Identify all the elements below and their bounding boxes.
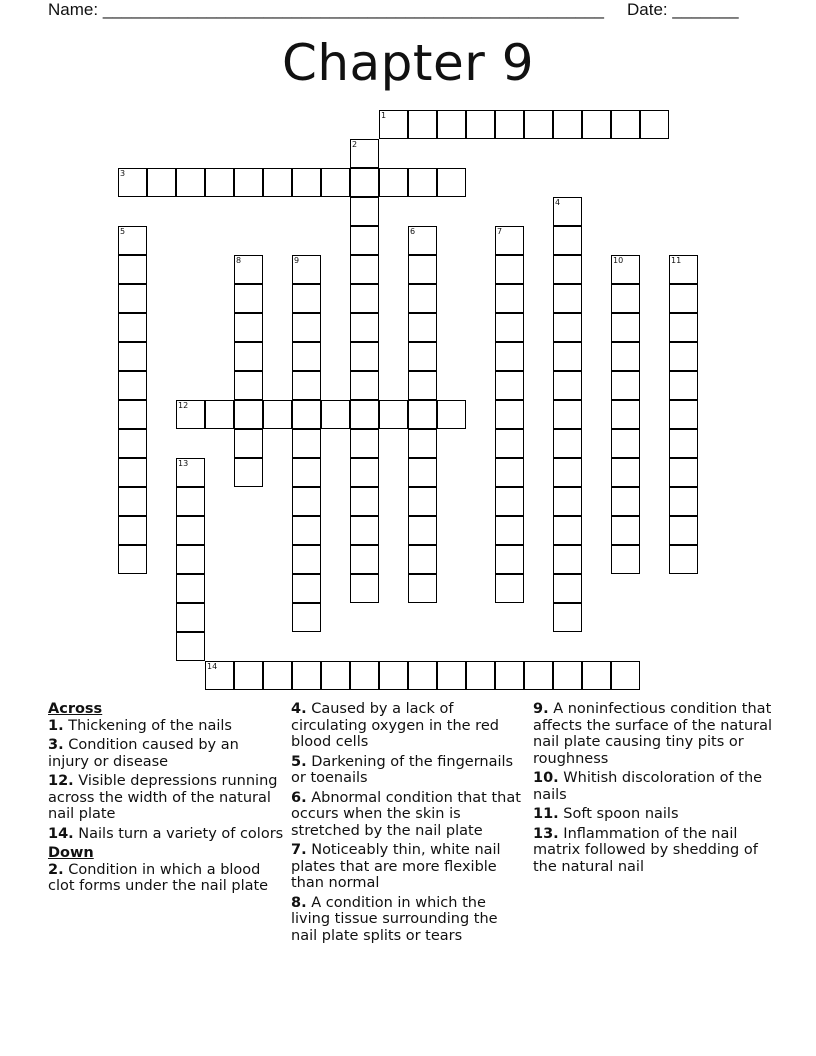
grid-cell[interactable] — [263, 661, 292, 690]
grid-cell[interactable] — [669, 545, 698, 574]
grid-cell[interactable] — [495, 371, 524, 400]
grid-cell[interactable] — [321, 400, 350, 429]
clue-number-10: 10 — [613, 256, 624, 265]
clue-down-6: 6. Abnormal condition that that occurs when the skin is stretched by the nail plate — [291, 789, 521, 839]
grid-cell[interactable] — [553, 371, 582, 400]
grid-cell[interactable] — [611, 110, 640, 139]
clue-number-7: 7 — [497, 227, 503, 236]
clue-number-5: 5 — [120, 227, 126, 236]
grid-cell[interactable] — [234, 168, 263, 197]
grid-cell[interactable] — [118, 545, 147, 574]
grid-cell[interactable] — [350, 661, 379, 690]
grid-cell[interactable] — [553, 545, 582, 574]
grid-cell[interactable] — [495, 516, 524, 545]
grid-cell[interactable] — [292, 371, 321, 400]
grid-cell[interactable] — [176, 516, 205, 545]
down-heading: Down — [48, 845, 94, 861]
grid-cell[interactable] — [495, 545, 524, 574]
grid-cell[interactable] — [350, 516, 379, 545]
grid-cell[interactable] — [205, 400, 234, 429]
grid-cell[interactable] — [553, 603, 582, 632]
grid-cell[interactable] — [669, 516, 698, 545]
grid-cell[interactable] — [669, 371, 698, 400]
grid-cell[interactable] — [292, 603, 321, 632]
grid-cell[interactable] — [495, 487, 524, 516]
page-title: Chapter 9 — [281, 34, 535, 92]
grid-cell[interactable] — [495, 255, 524, 284]
grid-cell[interactable] — [495, 458, 524, 487]
clue-number-12: 12 — [178, 401, 189, 410]
grid-cell[interactable] — [292, 429, 321, 458]
grid-cell[interactable] — [495, 661, 524, 690]
grid-cell[interactable] — [350, 226, 379, 255]
grid-cell[interactable] — [495, 284, 524, 313]
grid-cell[interactable] — [669, 458, 698, 487]
grid-cell[interactable] — [292, 487, 321, 516]
grid-cell[interactable] — [669, 487, 698, 516]
grid-cell[interactable] — [118, 516, 147, 545]
across-heading: Across — [48, 701, 103, 717]
grid-cell[interactable] — [321, 168, 350, 197]
grid-cell[interactable] — [553, 255, 582, 284]
grid-cell[interactable] — [611, 342, 640, 371]
grid-cell[interactable] — [466, 661, 495, 690]
grid-cell[interactable] — [176, 632, 205, 661]
grid-cell[interactable] — [408, 313, 437, 342]
grid-cell[interactable] — [437, 168, 466, 197]
grid-cell[interactable] — [553, 429, 582, 458]
grid-cell[interactable] — [234, 661, 263, 690]
clue-number-1: 1 — [381, 111, 387, 120]
clue-number-6: 6 — [410, 227, 416, 236]
grid-cell[interactable] — [350, 400, 379, 429]
grid-cell[interactable] — [379, 400, 408, 429]
grid-cell[interactable] — [611, 458, 640, 487]
grid-cell[interactable] — [553, 226, 582, 255]
grid-cell[interactable] — [553, 284, 582, 313]
grid-cell[interactable] — [118, 429, 147, 458]
grid-cell[interactable] — [669, 429, 698, 458]
name-blank[interactable]: _____________________________________________________ — [102, 0, 604, 19]
grid-cell[interactable] — [292, 661, 321, 690]
grid-cell[interactable] — [611, 371, 640, 400]
name-label: Name: — [48, 0, 99, 19]
grid-cell[interactable] — [495, 342, 524, 371]
grid-cell[interactable] — [292, 574, 321, 603]
grid-cell[interactable] — [350, 255, 379, 284]
grid-cell[interactable] — [350, 197, 379, 226]
date-blank[interactable]: _______ — [672, 0, 739, 19]
grid-cell[interactable] — [553, 400, 582, 429]
grid-cell[interactable] — [640, 110, 669, 139]
grid-cell[interactable] — [611, 545, 640, 574]
grid-cell[interactable] — [118, 255, 147, 284]
grid-cell[interactable] — [379, 661, 408, 690]
clue-down-7: 7. Noticeably thin, white nail plates that are more flexible than normal — [291, 842, 501, 891]
grid-cell[interactable] — [582, 110, 611, 139]
clue-number-4: 4 — [555, 198, 561, 207]
clue-across-12: 12. Visible depressions running across the width of the natural nail plate — [48, 773, 278, 822]
grid-cell[interactable] — [495, 400, 524, 429]
grid-cell[interactable] — [408, 661, 437, 690]
grid-cell[interactable] — [408, 284, 437, 313]
clue-down-10: 10. Whitish discoloration of the nails — [533, 770, 763, 803]
grid-cell[interactable] — [408, 545, 437, 574]
grid-cell[interactable] — [611, 313, 640, 342]
grid-cell[interactable] — [292, 458, 321, 487]
grid-cell[interactable] — [118, 371, 147, 400]
grid-cell[interactable] — [553, 516, 582, 545]
grid-cell[interactable] — [234, 458, 263, 487]
grid-cell[interactable] — [292, 516, 321, 545]
grid-cell[interactable] — [292, 545, 321, 574]
clue-across-14: 14. Nails turn a variety of colors — [48, 825, 284, 842]
grid-cell[interactable] — [524, 110, 553, 139]
grid-cell[interactable] — [495, 110, 524, 139]
grid-cell[interactable] — [350, 342, 379, 371]
clues-column-3 — [533, 701, 773, 878]
grid-cell[interactable] — [176, 545, 205, 574]
grid-cell[interactable] — [176, 168, 205, 197]
grid-cell[interactable] — [408, 458, 437, 487]
grid-cell[interactable] — [553, 342, 582, 371]
grid-cell[interactable] — [118, 342, 147, 371]
grid-cell[interactable] — [553, 487, 582, 516]
clue-down-5: 5. Darkening of the fingernails or toenails — [291, 753, 514, 786]
grid-cell[interactable] — [553, 574, 582, 603]
grid-cell[interactable] — [611, 487, 640, 516]
grid-cell[interactable] — [205, 168, 234, 197]
grid-cell[interactable] — [408, 110, 437, 139]
grid-cell[interactable] — [176, 574, 205, 603]
clue-down-2: 2. Condition in which a blood clot forms under the nail plate — [48, 861, 269, 894]
grid-cell[interactable] — [669, 400, 698, 429]
grid-cell[interactable] — [176, 603, 205, 632]
grid-cell[interactable] — [611, 661, 640, 690]
grid-cell[interactable] — [669, 313, 698, 342]
grid-cell[interactable] — [408, 168, 437, 197]
grid-cell[interactable] — [495, 429, 524, 458]
clue-number-14: 14 — [207, 662, 218, 671]
grid-cell[interactable] — [263, 400, 292, 429]
grid-cell[interactable] — [408, 371, 437, 400]
grid-cell[interactable] — [669, 342, 698, 371]
grid-cell[interactable] — [292, 313, 321, 342]
clue-number-11: 11 — [671, 256, 682, 265]
grid-cell[interactable] — [176, 487, 205, 516]
grid-cell[interactable] — [408, 574, 437, 603]
clue-down-9: 9. A noninfectious condition that affects the surface of the natural nail plate causing tiny pits or roughness — [533, 701, 773, 767]
clue-down-8: 8. A condition in which the living tissue surrounding the nail plate splits or tears — [291, 894, 498, 944]
grid-cell[interactable] — [408, 487, 437, 516]
grid-cell[interactable] — [611, 400, 640, 429]
grid-cell[interactable] — [350, 458, 379, 487]
grid-cell[interactable] — [350, 429, 379, 458]
grid-cell[interactable] — [234, 342, 263, 371]
grid-cell[interactable] — [118, 284, 147, 313]
grid-cell[interactable] — [292, 342, 321, 371]
grid-cell[interactable] — [408, 516, 437, 545]
grid-cell[interactable] — [611, 284, 640, 313]
clue-across-3: 3. Condition caused by an injury or disease — [48, 737, 239, 770]
clue-number-9: 9 — [294, 256, 300, 265]
grid-cell[interactable] — [350, 487, 379, 516]
grid-cell[interactable] — [379, 168, 408, 197]
grid-cell[interactable] — [118, 400, 147, 429]
grid-cell[interactable] — [524, 661, 553, 690]
grid-cell[interactable] — [234, 313, 263, 342]
grid-cell[interactable] — [350, 545, 379, 574]
clues-column-2 — [291, 701, 523, 947]
grid-cell[interactable] — [350, 313, 379, 342]
grid-cell[interactable] — [263, 168, 292, 197]
grid-cell[interactable] — [437, 661, 466, 690]
grid-cell[interactable] — [408, 400, 437, 429]
clue-number-2: 2 — [352, 140, 358, 149]
grid-cell[interactable] — [350, 168, 379, 197]
clue-down-11: 11. Soft spoon nails — [533, 806, 679, 822]
grid-cell[interactable] — [611, 429, 640, 458]
grid-cell[interactable] — [408, 429, 437, 458]
grid-cell[interactable] — [118, 487, 147, 516]
grid-cell[interactable] — [553, 110, 582, 139]
grid-cell[interactable] — [292, 400, 321, 429]
grid-cell[interactable] — [553, 661, 582, 690]
grid-cell[interactable] — [553, 458, 582, 487]
clue-down-13: 13. Inflammation of the nail matrix followed by shedding of the natural nail — [533, 825, 758, 875]
clue-across-1: 1. Thickening of the nails — [48, 717, 232, 734]
grid-cell[interactable] — [147, 168, 176, 197]
grid-cell[interactable] — [669, 284, 698, 313]
grid-cell[interactable] — [118, 458, 147, 487]
grid-cell[interactable] — [321, 661, 350, 690]
grid-cell[interactable] — [234, 400, 263, 429]
grid-cell[interactable] — [611, 516, 640, 545]
grid-cell[interactable] — [350, 284, 379, 313]
clue-number-3: 3 — [120, 169, 126, 178]
grid-cell[interactable] — [234, 429, 263, 458]
grid-cell[interactable] — [350, 574, 379, 603]
grid-cell[interactable] — [495, 574, 524, 603]
clue-number-8: 8 — [236, 256, 242, 265]
grid-cell[interactable] — [292, 284, 321, 313]
grid-cell[interactable] — [495, 313, 524, 342]
grid-cell[interactable] — [437, 400, 466, 429]
grid-cell[interactable] — [582, 661, 611, 690]
grid-cell[interactable] — [234, 284, 263, 313]
clues-column-1 — [48, 701, 284, 898]
grid-cell[interactable] — [553, 313, 582, 342]
grid-cell[interactable] — [408, 255, 437, 284]
grid-cell[interactable] — [118, 313, 147, 342]
date-label: Date: — [627, 0, 668, 19]
clue-number-13: 13 — [178, 459, 189, 468]
grid-cell[interactable] — [466, 110, 495, 139]
clue-down-4: 4. Caused by a lack of circulating oxygen in the red blood cells — [291, 701, 499, 750]
grid-cell[interactable] — [408, 342, 437, 371]
grid-cell[interactable] — [234, 371, 263, 400]
grid-cell[interactable] — [350, 371, 379, 400]
grid-cell[interactable] — [437, 110, 466, 139]
grid-cell[interactable] — [292, 168, 321, 197]
